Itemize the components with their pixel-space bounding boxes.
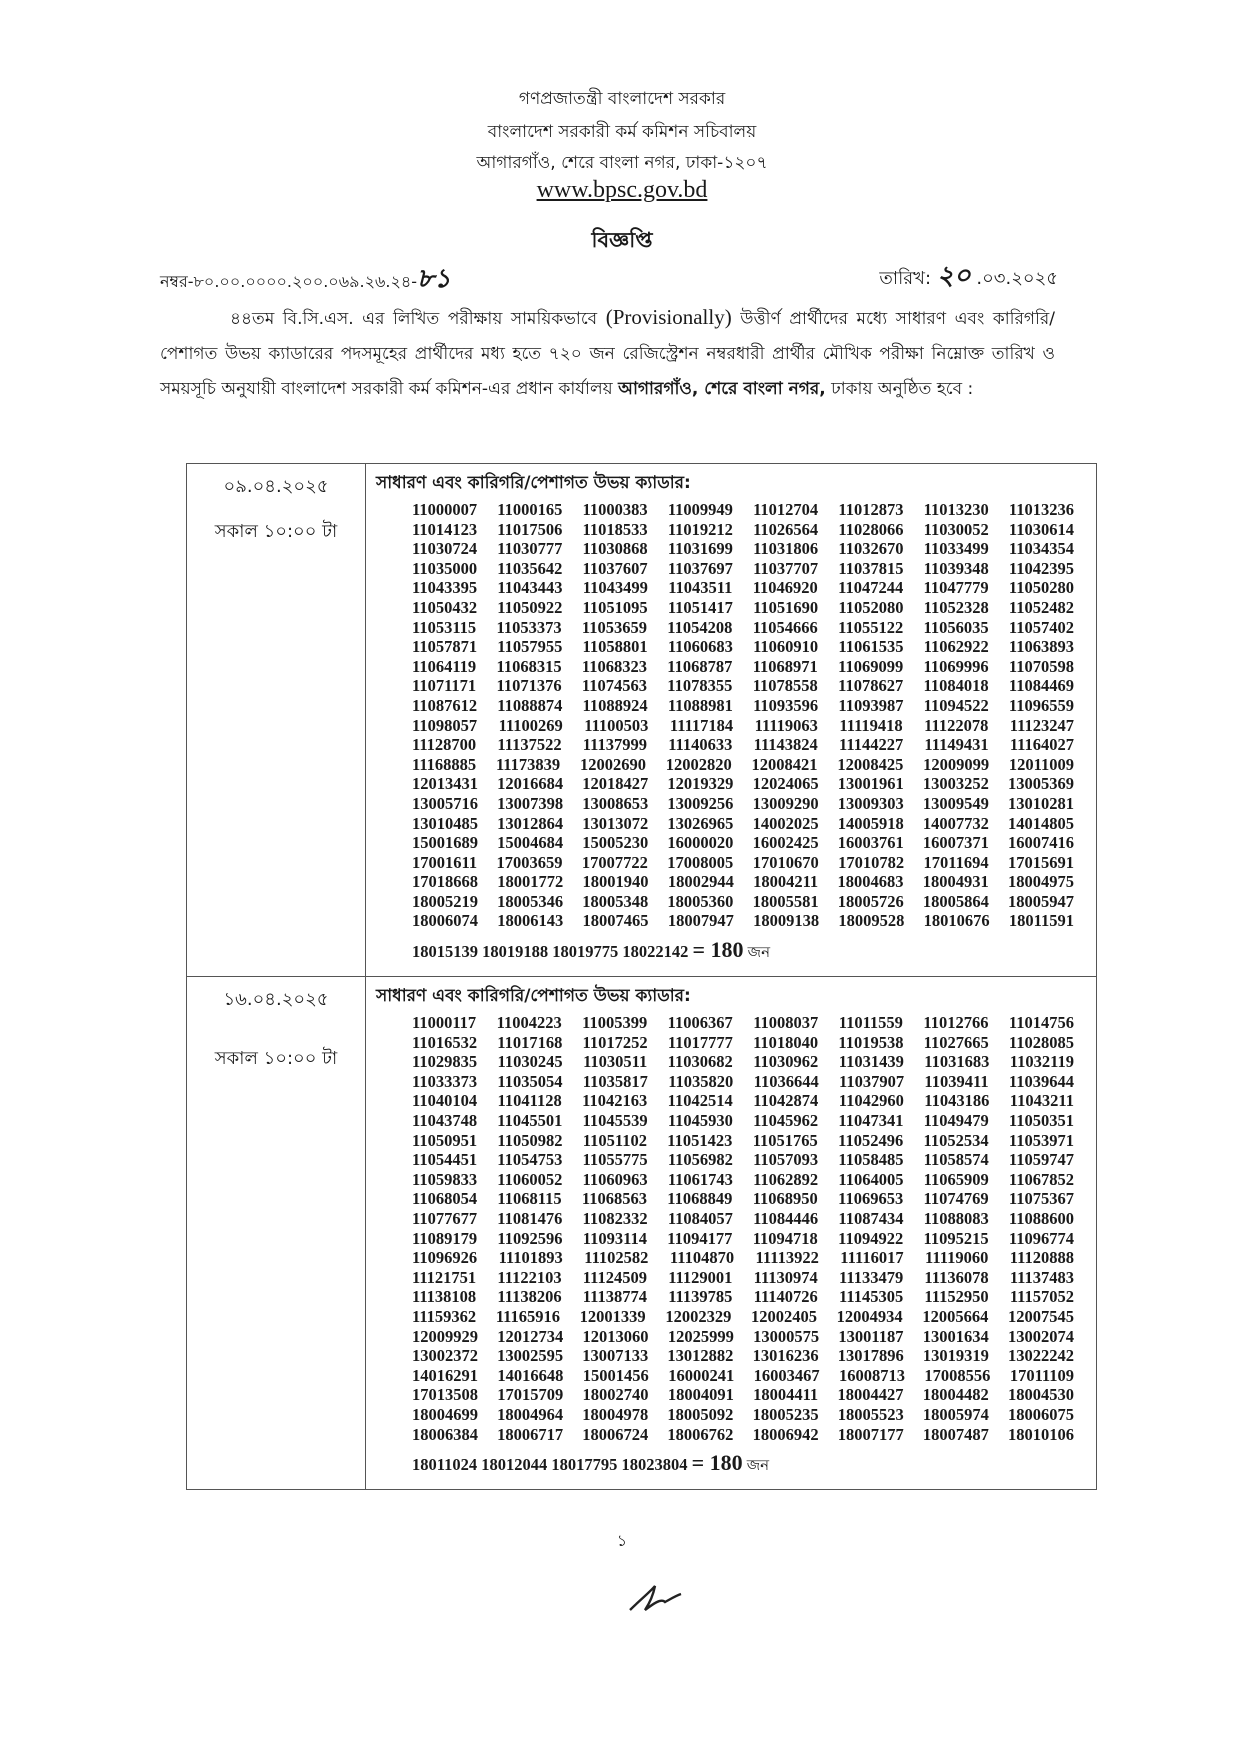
registration-row: 18006384 18006717 18006724 18006762 18006942 18007177 18007487 18010106 bbox=[412, 1424, 1074, 1444]
registration-row: 11089179 11092596 11093114 11094177 11094718 11094922 11095215 11096774 bbox=[412, 1228, 1074, 1248]
registration-row: 14016291 14016648 15001456 16000241 16003467 16008713 17008556 17011109 bbox=[412, 1365, 1074, 1385]
registration-row: 11057871 11057955 11058801 11060683 11060910 11061535 11062922 11063893 bbox=[412, 637, 1074, 657]
registration-row: 17013508 17015709 18002740 18004091 18004411 18004427 18004482 18004530 bbox=[412, 1385, 1074, 1405]
registration-row: 18005219 18005346 18005348 18005360 18005581 18005726 18005864 18005947 bbox=[412, 891, 1074, 911]
registration-row: 11077677 11081476 11082332 11084057 11084446 11087434 11088083 11088600 bbox=[412, 1209, 1074, 1228]
registration-row: 11098057 11100269 11100503 11117184 11119063 11119418 11122078 11123247 bbox=[412, 715, 1074, 735]
registration-row: 11035000 11035642 11037607 11037697 11037707 11037815 11039348 11042395 bbox=[412, 558, 1074, 578]
exam-date: ১৬.০৪.২০২৫ bbox=[223, 989, 329, 1011]
date-rest: .০৩.২০২৫ bbox=[970, 268, 1058, 289]
memo-prefix: নম্বর-৮০.০০.০০০০.২০০.০৬৯.২৬.২৪- bbox=[160, 272, 418, 291]
date-label: তারিখ: bbox=[879, 268, 932, 289]
registration-row: 17001611 17003659 17007722 17008005 17010670 17010782 17011694 17015691 bbox=[412, 852, 1074, 872]
registration-row: 11071171 11071376 11074563 11078355 11078558 11078627 11084018 11084469 bbox=[412, 676, 1074, 696]
exam-time: সকাল ১০:০০ টা bbox=[214, 1048, 338, 1070]
registration-row: 11043748 11045501 11045539 11045930 11045962 11047341 11049479 11050351 bbox=[412, 1111, 1074, 1131]
notice-date bbox=[879, 255, 1058, 299]
govt-name: গণপ্রজাতন্ত্রী বাংলাদেশ সরকার bbox=[518, 89, 726, 109]
office-address: আগারগাঁও, শেরে বাংলা নগর, ঢাকা-১২০৭ bbox=[476, 153, 768, 173]
total-count: = 180 bbox=[692, 937, 744, 963]
registration-last-row: 18015139 18019188 18019775 18022142 = 180 জন bbox=[412, 937, 771, 963]
registration-row: 11128700 11137522 11137999 11140633 11143824 11144227 11149431 11164027 bbox=[412, 735, 1074, 755]
registration-row: 11096926 11101893 11102582 11104870 11113922 11116017 11119060 11120888 bbox=[412, 1248, 1074, 1268]
notice-paragraph: ৪৪তম বি.সি.এস. এর লিখিত পরীক্ষায় সাময়িকভাবে (Provisionally) উত্তীর্ণ প্রার্থীদের মধ্যে সাধারণ এবং কারিগরি/পেশাগত উভয় ক্যাডারের পদসমূহের প্রার্থীদের মধ্য হতে ৭২০ জন রেজিস্ট্রেশন নম্বরধারী প্রার্থীর মৌখিক পরীক্ষা নিম্নোক্ত তারিখ ও সময়সূচি অনুযায়ী বাংলাদেশ সরকারী কর্ম কমিশন-এর প্রধান কার্যালয় আগারগাঁও, শেরে বাংলা নগর, ঢাকায় অনুষ্ঠিত হবে : bbox=[160, 305, 1055, 399]
registration-row: 11053115 11053373 11053659 11054208 11054666 11055122 11056035 11057402 bbox=[412, 617, 1074, 637]
registration-last-row: 18011024 18012044 18017795 18023804 = 180 জন bbox=[412, 1450, 770, 1476]
registration-row: 18004699 18004964 18004978 18005092 18005235 18005523 18005974 18006075 bbox=[412, 1404, 1074, 1424]
registration-row: 13010485 13012864 13013072 13026965 14002025 14005918 14007732 14014805 bbox=[412, 813, 1074, 833]
registration-row: 11087612 11088874 11088924 11088981 11093596 11093987 11094522 11096559 bbox=[412, 695, 1074, 715]
registration-row: 11029835 11030245 11030511 11030682 11030962 11031439 11031683 11032119 bbox=[412, 1052, 1074, 1072]
registration-row: 11068054 11068115 11068563 11068849 11068950 11069653 11074769 11075367 bbox=[412, 1189, 1074, 1209]
cadre-heading: সাধারণ এবং কারিগরি/পেশাগত উভয় ক্যাডার: bbox=[376, 986, 691, 1007]
registration-row: 11040104 11041128 11042163 11042514 11042874 11042960 11043186 11043211 bbox=[412, 1091, 1074, 1111]
date-day: ২০ bbox=[936, 261, 971, 290]
candidate-list bbox=[366, 977, 1096, 1489]
exam-date: ০৯.০৪.২০২৫ bbox=[223, 476, 329, 497]
candidate-list bbox=[366, 464, 1096, 976]
registration-row: 11030724 11030777 11030868 11031699 11031806 11032670 11033499 11034354 bbox=[412, 539, 1074, 559]
registration-row: 18006074 18006143 18007465 18007947 18009138 18009528 18010676 18011591 bbox=[412, 911, 1074, 931]
registration-row: 13005716 13007398 13008653 13009256 13009290 13009303 13009549 13010281 bbox=[412, 793, 1074, 813]
page-number: ১ bbox=[616, 1531, 628, 1550]
registration-row: 11000007 11000165 11000383 11009949 11012704 11012873 11013230 11013236 bbox=[412, 500, 1074, 519]
registration-row: 11014123 11017506 11018533 11019212 11026564 11028066 11030052 11030614 bbox=[412, 519, 1074, 539]
registration-row: 11168885 11173839 12002690 12002820 12008421 12008425 12009099 12011009 bbox=[412, 754, 1074, 774]
schedule-datetime bbox=[187, 977, 366, 1489]
registration-row: 11050951 11050982 11051102 11051423 11051765 11052496 11052534 11053971 bbox=[412, 1130, 1074, 1150]
registration-row: 11033373 11035054 11035817 11035820 11036644 11037907 11039411 11039644 bbox=[412, 1071, 1074, 1091]
schedule-datetime bbox=[187, 464, 366, 976]
registration-row: 11159362 11165916 12001339 12002329 12002405 12004934 12005664 12007545 bbox=[412, 1306, 1074, 1326]
registration-row: 11121751 11122103 11124509 11129001 11130974 11133479 11136078 11137483 bbox=[412, 1267, 1074, 1287]
memo-number bbox=[160, 258, 451, 302]
registration-row: 11138108 11138206 11138774 11139785 11140726 11145305 11152950 11157052 bbox=[412, 1287, 1074, 1307]
memo-handwritten-number: ৮১ bbox=[417, 264, 451, 293]
cadre-heading: সাধারণ এবং কারিগরি/পেশাগত উভয় ক্যাডার: bbox=[376, 473, 691, 493]
registration-row: 11043395 11043443 11043499 11043511 11046920 11047244 11047779 11050280 bbox=[412, 578, 1074, 598]
total-count: = 180 bbox=[691, 1450, 743, 1476]
signature bbox=[625, 1580, 685, 1620]
registration-row: 17018668 18001772 18001940 18002944 18004211 18004683 18004931 18004975 bbox=[412, 872, 1074, 892]
website-link[interactable]: www.bpsc.gov.bd bbox=[536, 177, 708, 203]
registration-row: 11016532 11017168 11017252 11017777 11018040 11019538 11027665 11028085 bbox=[412, 1032, 1074, 1052]
registration-row: 11054451 11054753 11055775 11056982 11057093 11058485 11058574 11059747 bbox=[412, 1150, 1074, 1170]
schedule-table bbox=[186, 463, 1097, 1490]
schedule-block bbox=[187, 464, 1096, 976]
registration-row: 11064119 11068315 11068323 11068787 11068971 11069099 11069996 11070598 bbox=[412, 656, 1074, 676]
notice-title: বিজ্ঞপ্তি bbox=[591, 228, 653, 252]
office-name: বাংলাদেশ সরকারী কর্ম কমিশন সচিবালয় bbox=[487, 122, 757, 142]
registration-row: 11000117 11004223 11005399 11006367 11008037 11011559 11012766 11014756 bbox=[412, 1013, 1074, 1033]
registration-row: 11059833 11060052 11060963 11061743 11062892 11064005 11065909 11067852 bbox=[412, 1169, 1074, 1189]
registration-row: 15001689 15004684 15005230 16000020 16002425 16003761 16007371 16007416 bbox=[412, 833, 1074, 853]
registration-row: 12013431 12016684 12018427 12019329 12024065 13001961 13003252 13005369 bbox=[412, 774, 1074, 794]
exam-time: সকাল ১০:০০ টা bbox=[214, 521, 338, 542]
registration-row: 13002372 13002595 13007133 13012882 13016236 13017896 13019319 13022242 bbox=[412, 1346, 1074, 1366]
registration-row: 11050432 11050922 11051095 11051417 11051690 11052080 11052328 11052482 bbox=[412, 597, 1074, 617]
schedule-block bbox=[187, 976, 1096, 1489]
registration-row: 12009929 12012734 12013060 12025999 13000575 13001187 13001634 13002074 bbox=[412, 1326, 1074, 1346]
